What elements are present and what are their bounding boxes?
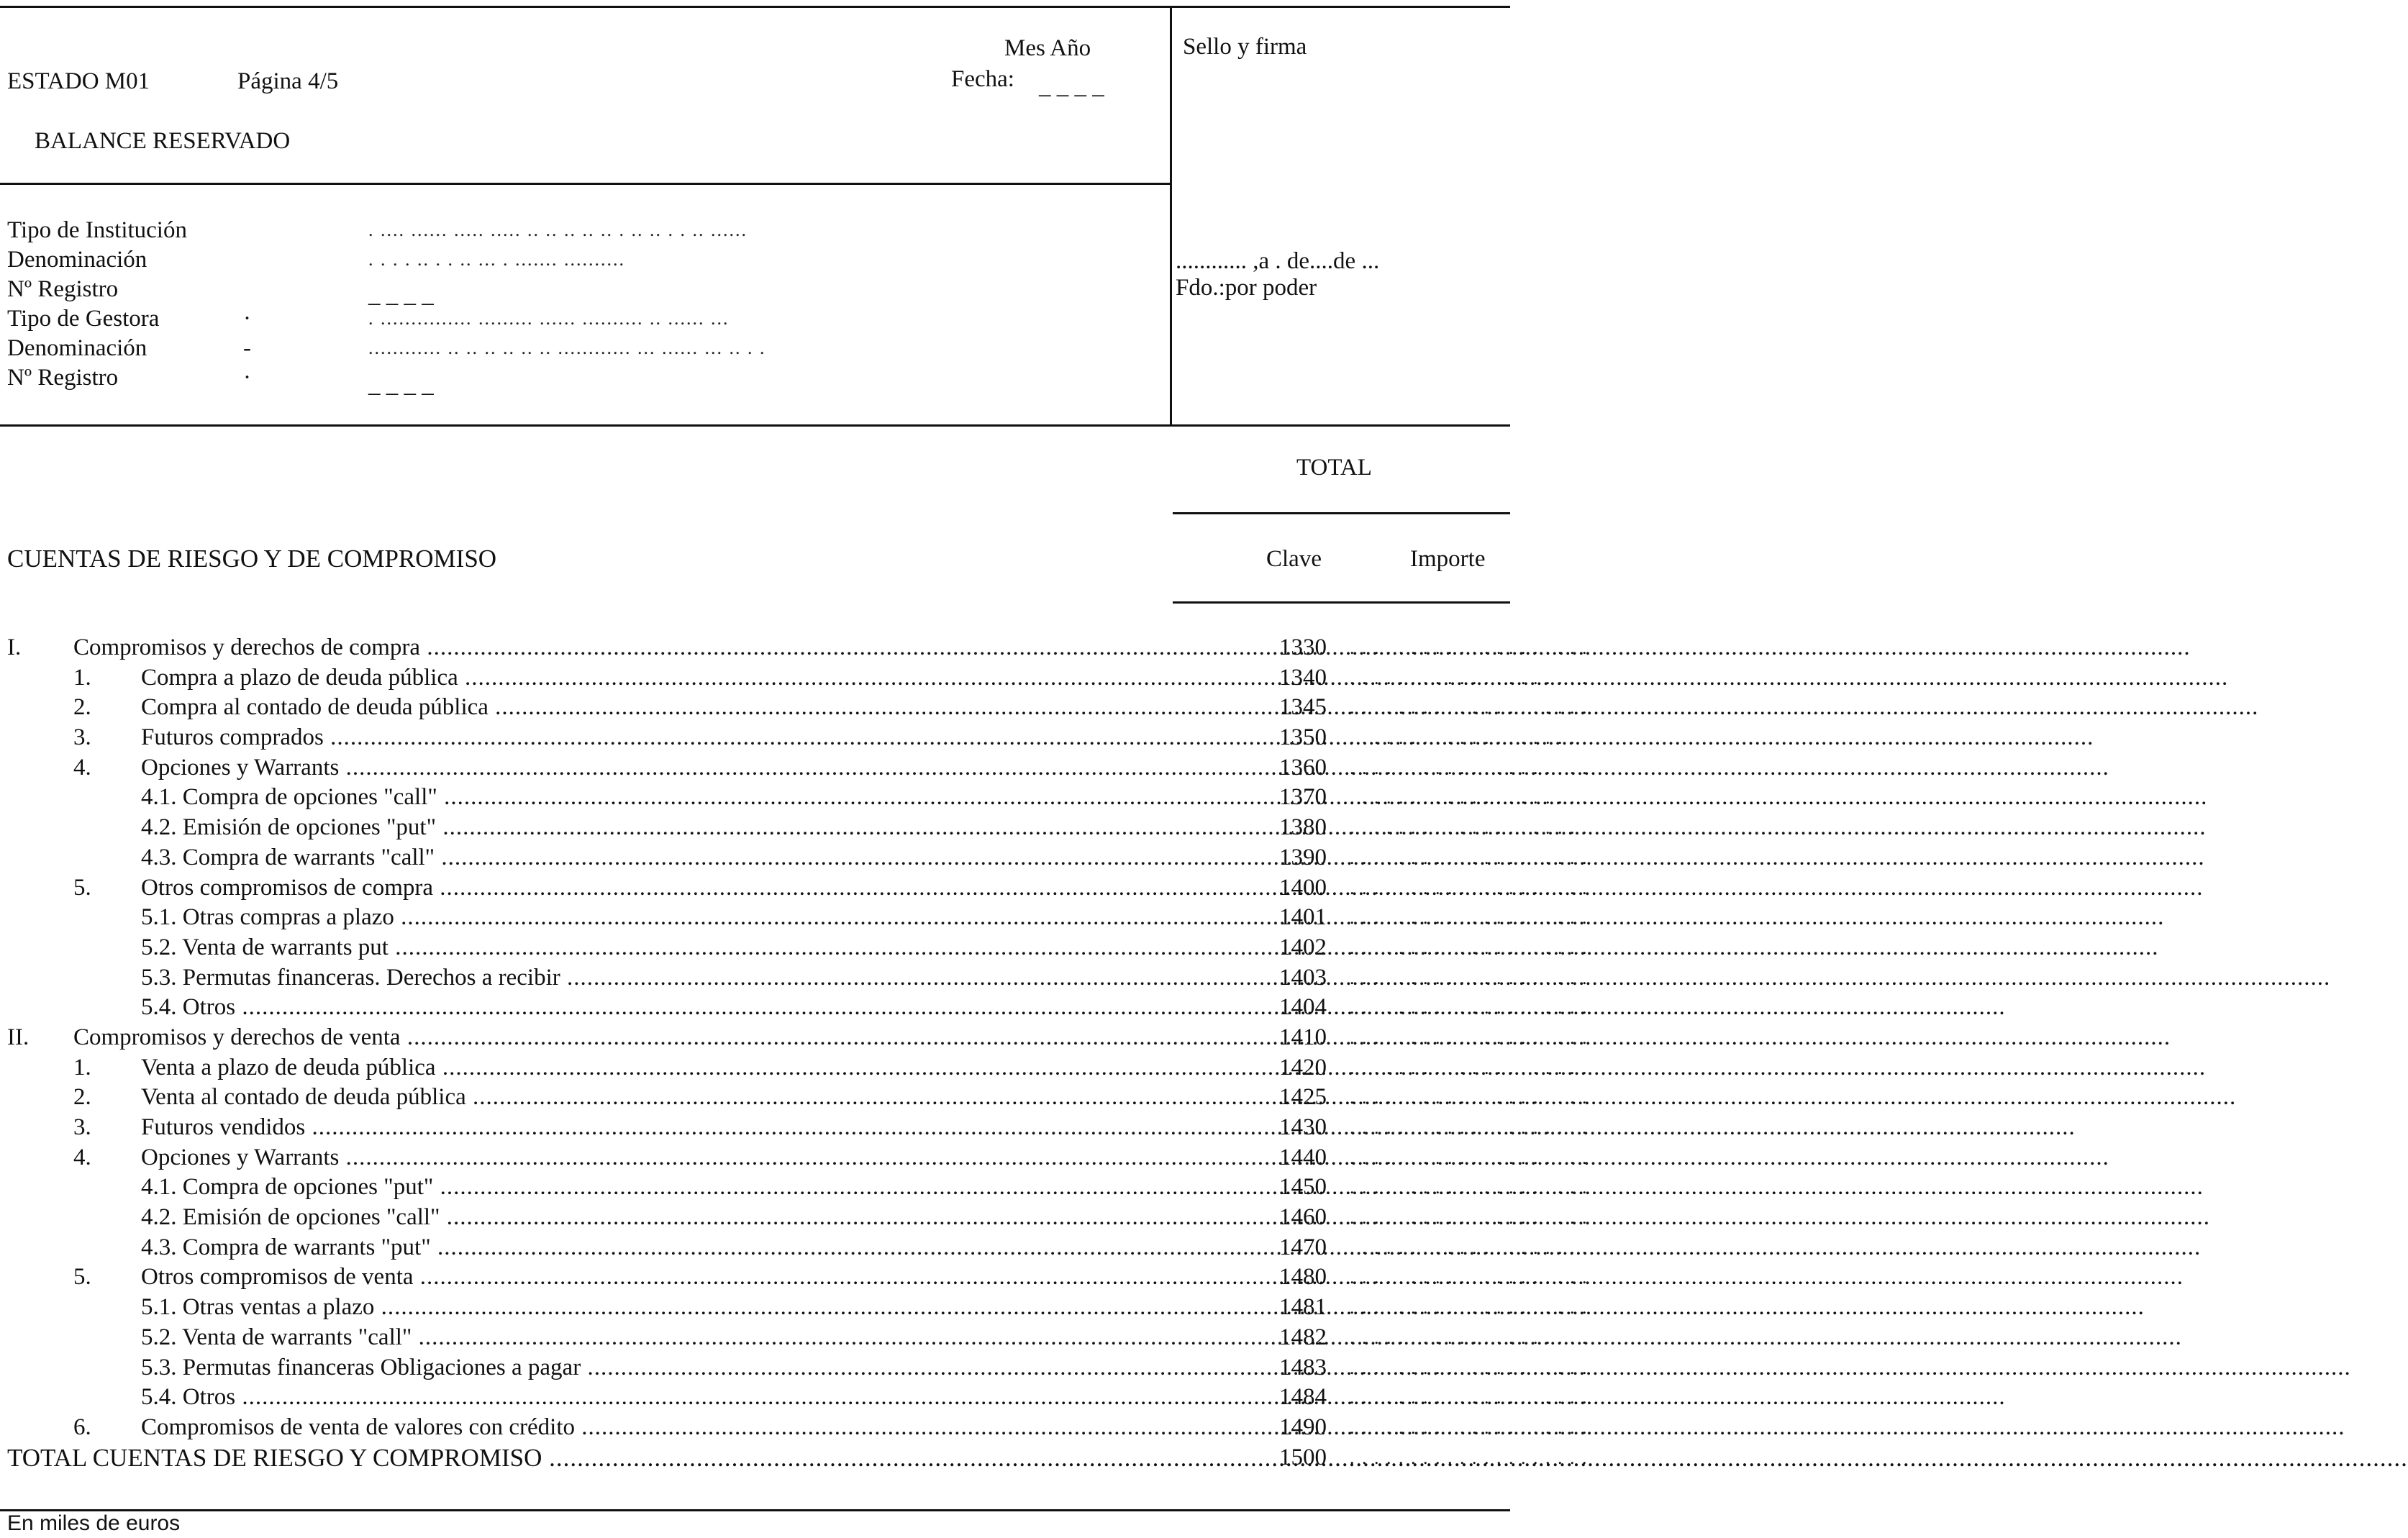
row-importe-field[interactable]: . . . . . . . . . . . . . . . . . . . . (1350, 697, 1589, 719)
field-label: Denominación (7, 335, 147, 361)
field-value: . .... ...... ..... ..... .. .. .. .. .. . .. .. . . .. ...... (368, 219, 748, 240)
row-clave: 1425 (1279, 1084, 1327, 1111)
row-importe-field[interactable]: . . . . . . . . . . . . . . . . . . . . (1350, 997, 1589, 1019)
table-row (0, 753, 1589, 783)
place-date: ............ ,a . de....de ... (1176, 248, 1380, 274)
table-row (0, 933, 1589, 963)
row-importe-field[interactable]: . . . . . . . . . . . . . . . . . . . . (1350, 817, 1589, 839)
row-label: Compra a plazo de deuda pública ..... (141, 663, 1171, 693)
row-clave: 1482 (1279, 1324, 1327, 1350)
accounts-table (0, 633, 1589, 1473)
row-clave: 1480 (1279, 1264, 1327, 1291)
section-title: CUENTAS DE RIESGO Y DE COMPROMISO (7, 545, 497, 573)
sello-firma: Sello y firma (1183, 34, 1307, 60)
table-row (0, 1203, 1589, 1233)
fecha-value: _ _ _ _ (1039, 73, 1104, 99)
row-importe-field[interactable]: . . . . . . . . . . . . . . . . . . . . (1350, 1447, 1589, 1468)
row-label: Futuros vendidos ..... (141, 1113, 1171, 1142)
row-label: Venta a plazo de deuda pública ..... (141, 1053, 1171, 1083)
field-label: Tipo de Gestora (7, 306, 160, 332)
row-clave: 1440 (1279, 1144, 1327, 1170)
row-label: Compromisos de venta de valores con crédito ..... (141, 1413, 1171, 1442)
table-row (0, 1443, 1589, 1473)
column-header-rule (1173, 601, 1510, 604)
row-importe-field[interactable]: . . . . . . . . . . . . . . . . . . . . (1350, 1057, 1589, 1078)
row-clave: 1403 (1279, 964, 1327, 991)
estado-code: ESTADO M01 (7, 68, 150, 94)
row-importe-field[interactable]: . . . . . . . . . . . . . . . . . . . . (1350, 1207, 1589, 1229)
row-clave: 1500 (1279, 1444, 1327, 1470)
total-header-rule (1173, 512, 1510, 514)
row-label: 5.3. Permutas financeras Obligaciones a pagar ..... (141, 1353, 1171, 1383)
field-label: Nº Registro (7, 276, 119, 302)
row-number: 1. (73, 1054, 91, 1080)
balance-title: BALANCE RESERVADO (35, 128, 291, 154)
row-clave: 1470 (1279, 1234, 1327, 1260)
table-row (0, 633, 1589, 663)
row-importe-field[interactable]: . . . . . . . . . . . . . . . . . . . . (1350, 877, 1589, 898)
row-clave: 1402 (1279, 934, 1327, 960)
row-importe-field[interactable]: . . . . . . . . . . . . . . . . . . . . (1350, 937, 1589, 958)
row-clave: 1401 (1279, 904, 1327, 931)
row-clave: 1380 (1279, 814, 1327, 841)
table-row (0, 723, 1589, 753)
table-row (0, 1083, 1589, 1113)
row-clave: 1483 (1279, 1354, 1327, 1380)
row-label: Futuros comprados ..... (141, 723, 1171, 752)
row-clave: 1410 (1279, 1024, 1327, 1050)
fecha-label: Fecha: (951, 66, 1014, 92)
column-importe: Importe (1410, 546, 1486, 572)
row-clave: 1490 (1279, 1414, 1327, 1440)
row-roman-numeral: I. (7, 634, 22, 660)
table-row (0, 993, 1589, 1023)
row-number: 4. (73, 754, 91, 781)
row-importe-field[interactable]: . . . . . . . . . . . . . . . . . . . . (1350, 637, 1589, 658)
row-label: Compra al contado de deuda pública ..... (141, 693, 1171, 722)
field-value: _ _ _ _ (368, 372, 434, 398)
row-number: 2. (73, 694, 91, 721)
row-clave: 1484 (1279, 1384, 1327, 1411)
row-clave: 1330 (1279, 634, 1327, 660)
row-clave: 1390 (1279, 844, 1327, 870)
row-importe-field[interactable]: . . . . . . . . . . . . . . . . . . . . (1350, 967, 1589, 988)
table-bottom-rule (0, 1509, 1510, 1511)
row-importe-field[interactable]: . . . . . . . . . . . . . . . . . . . . (1350, 1237, 1589, 1258)
header-divider (1170, 6, 1172, 427)
table-row (0, 1053, 1589, 1083)
table-row (0, 963, 1589, 993)
field-value: . . . . .. . . .. ... . ....... .......... (368, 249, 625, 270)
row-label: 4.3. Compra de warrants "put" ..... (141, 1233, 1171, 1262)
row-label: Otros compromisos de compra ..... (141, 873, 1171, 903)
row-label: 5.1. Otras compras a plazo ..... (141, 903, 1171, 932)
table-row (0, 1143, 1589, 1173)
table-row (0, 1323, 1589, 1353)
row-label: Compromisos y derechos de compra ..... (73, 633, 1171, 663)
row-label: 4.2. Emisión de opciones "put" ..... (141, 813, 1171, 842)
row-number: 6. (73, 1414, 91, 1440)
row-number: 5. (73, 874, 91, 901)
row-label: Opciones y Warrants ..... (141, 1143, 1171, 1173)
row-importe-field[interactable]: . . . . . . . . . . . . . . . . . . . . (1350, 1416, 1589, 1438)
table-row (0, 1233, 1589, 1263)
table-row (0, 1383, 1589, 1413)
table-row (0, 903, 1589, 933)
row-label: Venta al contado de deuda pública ..... (141, 1083, 1171, 1112)
page-number: Página 4/5 (237, 68, 339, 94)
row-importe-field[interactable]: . . . . . . . . . . . . . . . . . . . . (1350, 1177, 1589, 1198)
row-label: 4.1. Compra de opciones "call" ..... (141, 783, 1171, 812)
field-value: . ............... ......... ...... .......... .. ...... ... (368, 308, 730, 329)
row-label: 5.4. Otros ..... (141, 993, 1171, 1022)
row-label: 5.3. Permutas financeras. Derechos a recibir ..... (141, 963, 1171, 993)
field-marker: - (243, 335, 251, 361)
row-importe-field[interactable]: . . . . . . . . . . . . . . . . . . . . (1350, 1027, 1589, 1048)
table-row (0, 663, 1589, 693)
row-importe-field[interactable]: . . . . . . . . . . . . . . . . . . . . (1350, 1147, 1589, 1168)
row-label: 5.2. Venta de warrants "call" ..... (141, 1323, 1171, 1352)
row-clave: 1481 (1279, 1294, 1327, 1321)
units-note: En miles de euros (7, 1511, 181, 1535)
row-importe-field[interactable]: . . . . . . . . . . . . . . . . . . . . (1350, 907, 1589, 929)
row-importe-field[interactable]: . . . . . . . . . . . . . . . . . . . . (1350, 667, 1589, 688)
header-bottom-rule (0, 183, 1171, 185)
table-row (0, 1413, 1589, 1443)
table-row (0, 1113, 1589, 1143)
row-label: Otros compromisos de venta ..... (141, 1262, 1171, 1292)
field-marker: · (243, 306, 251, 332)
row-importe-field[interactable]: . . . . . . . . . . . . . . . . . . . . (1350, 757, 1589, 778)
table-row (0, 873, 1589, 904)
row-label: TOTAL CUENTAS DE RIESGO Y COMPROMISO ..... (7, 1443, 1171, 1473)
field-value: ............ .. .. .. .. .. .. ............ ... ...... ... .. . . (368, 337, 766, 358)
table-row (0, 1173, 1589, 1203)
total-header: TOTAL (1296, 455, 1372, 481)
row-label: 5.1. Otras ventas a plazo ..... (141, 1293, 1171, 1322)
table-row (0, 813, 1589, 843)
row-importe-field[interactable]: . . . . . . . . . . . . . . . . . . . . (1350, 1327, 1589, 1348)
row-label: 5.4. Otros ..... (141, 1383, 1171, 1412)
field-value: _ _ _ _ (368, 282, 434, 308)
row-importe-field[interactable]: . . . . . . . . . . . . . . . . . . . . (1350, 1357, 1589, 1378)
row-importe-field[interactable]: . . . . . . . . . . . . . . . . . . . . (1350, 787, 1589, 809)
table-row (0, 843, 1589, 873)
row-label: 5.2. Venta de warrants put ..... (141, 933, 1171, 963)
row-clave: 1460 (1279, 1204, 1327, 1231)
row-number: 4. (73, 1144, 91, 1170)
row-label: Compromisos y derechos de venta ..... (73, 1023, 1171, 1052)
row-clave: 1340 (1279, 664, 1327, 691)
table-row (0, 1353, 1589, 1383)
table-row (0, 693, 1589, 723)
row-label: Opciones y Warrants ..... (141, 753, 1171, 783)
row-number: 3. (73, 1114, 91, 1140)
field-label: Nº Registro (7, 365, 119, 391)
table-row (0, 1262, 1589, 1293)
top-border (0, 6, 1510, 8)
row-clave: 1450 (1279, 1174, 1327, 1201)
row-clave: 1360 (1279, 754, 1327, 781)
row-clave: 1350 (1279, 724, 1327, 751)
row-number: 3. (73, 724, 91, 751)
row-label: 4.1. Compra de opciones "put" ..... (141, 1173, 1171, 1202)
row-number: 2. (73, 1084, 91, 1111)
signature-by-proxy: Fdo.:por poder (1176, 275, 1317, 301)
field-marker: · (243, 365, 251, 391)
row-importe-field[interactable]: . . . . . . . . . . . . . . . . . . . . (1350, 1387, 1589, 1409)
field-label: Denominación (7, 247, 147, 273)
institution-bottom-rule (0, 424, 1510, 427)
row-clave: 1345 (1279, 694, 1327, 721)
table-row (0, 1023, 1589, 1053)
row-importe-field[interactable]: . . . . . . . . . . . . . . . . . . . . (1350, 727, 1589, 749)
column-clave: Clave (1266, 546, 1322, 572)
mes-ano-label: Mes Año (1004, 35, 1091, 61)
row-importe-field[interactable]: . . . . . . . . . . . . . . . . . . . . (1350, 847, 1589, 868)
row-number: 5. (73, 1264, 91, 1291)
row-importe-field[interactable]: . . . . . . . . . . . . . . . . . . . . (1350, 1297, 1589, 1319)
row-clave: 1404 (1279, 994, 1327, 1021)
row-number: 1. (73, 664, 91, 691)
row-clave: 1370 (1279, 784, 1327, 811)
table-row (0, 1293, 1589, 1323)
row-clave: 1420 (1279, 1054, 1327, 1080)
row-importe-field[interactable]: . . . . . . . . . . . . . . . . . . . . (1350, 1087, 1589, 1109)
table-row (0, 783, 1589, 813)
row-roman-numeral: II. (7, 1024, 29, 1050)
row-clave: 1430 (1279, 1114, 1327, 1140)
row-importe-field[interactable]: . . . . . . . . . . . . . . . . . . . . (1350, 1117, 1589, 1138)
row-label: 4.2. Emisión de opciones "call" ..... (141, 1203, 1171, 1232)
row-importe-field[interactable]: . . . . . . . . . . . . . . . . . . . . (1350, 1267, 1589, 1288)
field-label: Tipo de Institución (7, 217, 187, 243)
row-clave: 1400 (1279, 874, 1327, 901)
row-label: 4.3. Compra de warrants "call" ..... (141, 843, 1171, 873)
